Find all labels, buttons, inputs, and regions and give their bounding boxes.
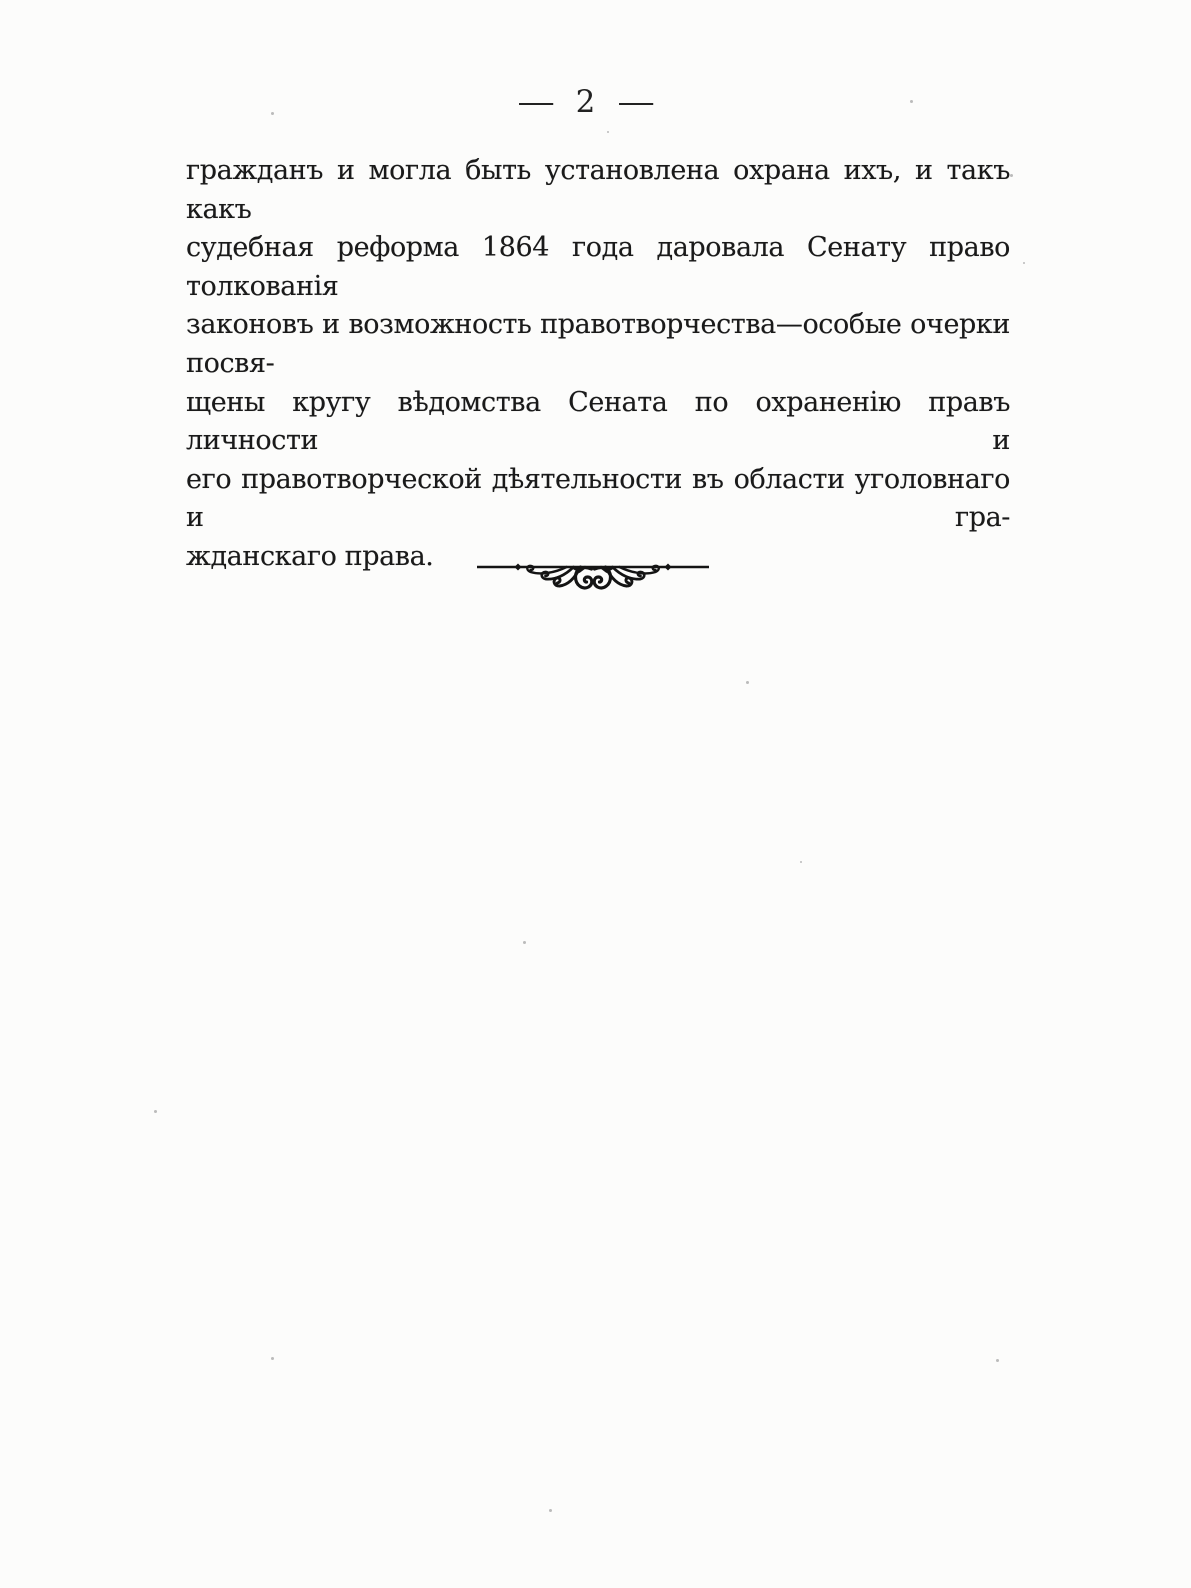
paragraph xyxy=(186,152,1010,577)
text-line: законовъ и возможность правотворчества—особые очерки посвя- xyxy=(186,309,1010,379)
scan-speck xyxy=(1023,262,1025,264)
flourish-ornament-icon xyxy=(477,557,709,601)
section-divider xyxy=(477,557,709,601)
scan-speck xyxy=(523,941,526,944)
scan-speck xyxy=(996,1359,999,1362)
scan-speck xyxy=(800,861,802,863)
scan-speck xyxy=(746,681,749,684)
page-number-value: 2 xyxy=(575,84,596,120)
page-number xyxy=(0,84,1171,120)
page-number-dash-right: — xyxy=(617,84,654,120)
text-line: жданскаго права. xyxy=(186,540,434,572)
text-line: гражданъ и могла быть установлена охрана ихъ, и такъ какъ xyxy=(186,155,1010,225)
text-line: судебная реформа 1864 года даровала Сенату право толкованія xyxy=(186,232,1010,302)
scan-speck xyxy=(549,1509,552,1512)
scan-speck xyxy=(271,112,274,115)
scan-speck xyxy=(271,1357,274,1360)
text-line: его правотворческой дѣятельности въ области уголовнаго и гра- xyxy=(186,463,1010,534)
scan-speck xyxy=(154,1110,157,1113)
scan-speck xyxy=(910,100,913,103)
page-number-dash-left: — xyxy=(517,84,554,120)
text-line: щены кругу вѣдомства Сената по охраненію правъ личности и xyxy=(186,386,1010,457)
scan-speck xyxy=(1010,174,1013,177)
scan-speck xyxy=(607,131,609,133)
